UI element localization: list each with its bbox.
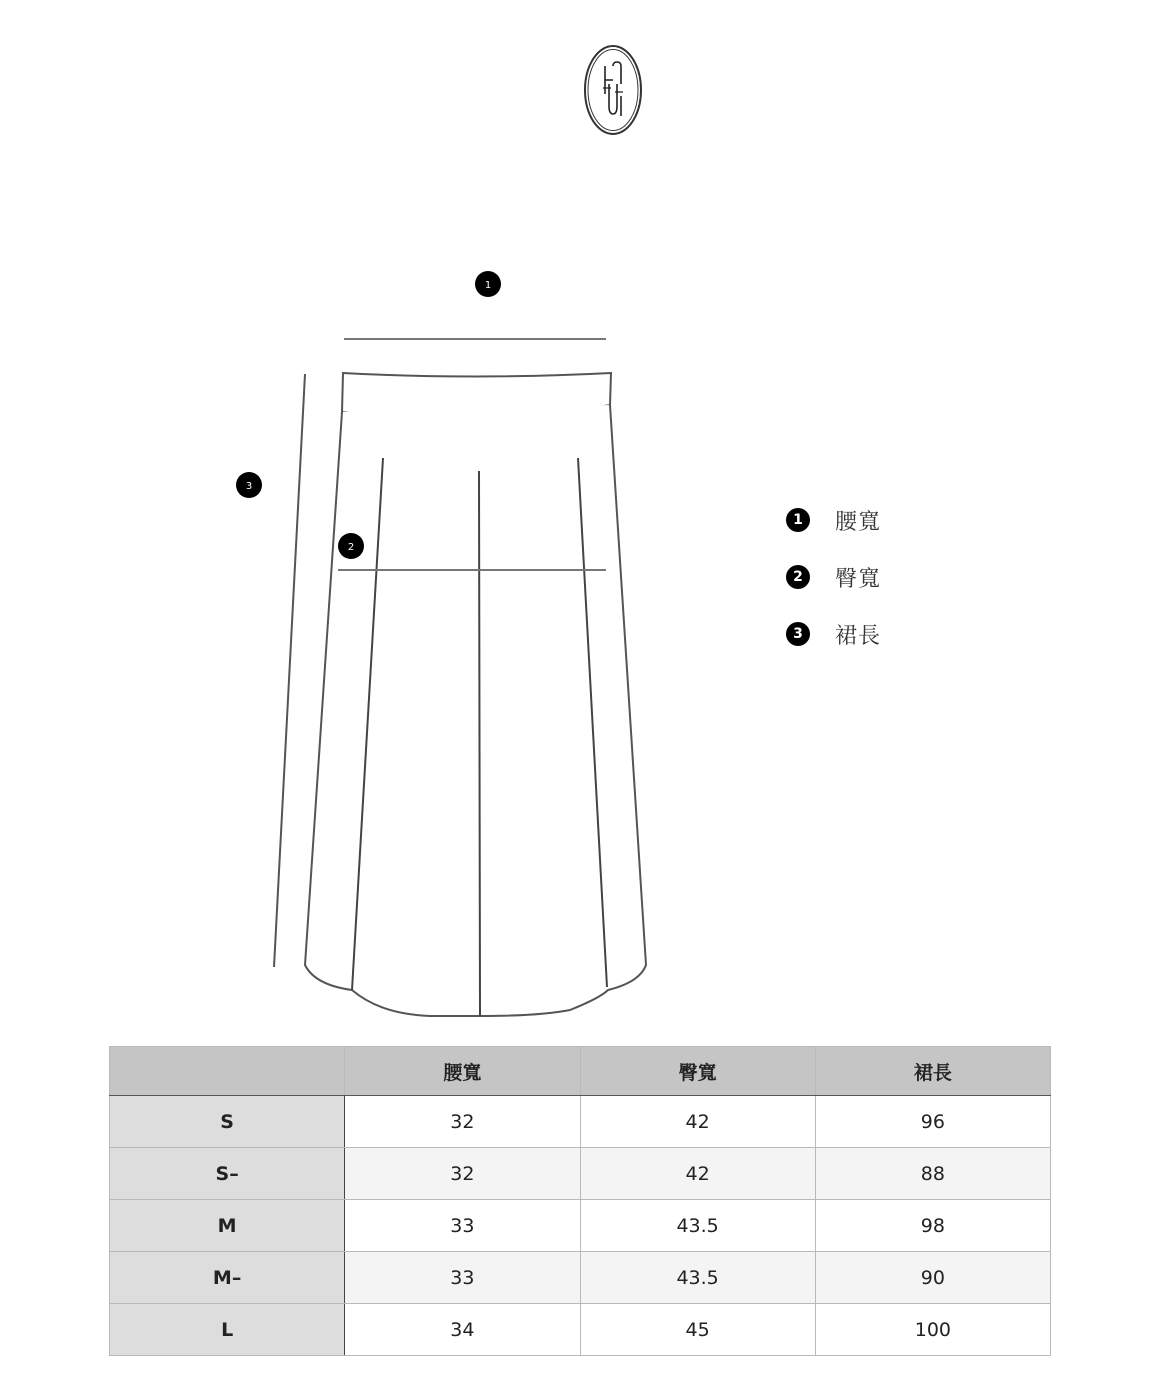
marker-waist-number: 1 [484,280,492,291]
size-label: L [110,1304,345,1356]
hip-value: 43.5 [580,1252,815,1304]
table-row [110,1096,1051,1148]
table-header-blank [110,1047,345,1096]
marker-length [236,472,262,498]
legend-label-waist: 腰寬 [835,509,882,535]
waist-value: 32 [345,1096,580,1148]
waist-value: 33 [345,1252,580,1304]
table-header-length: 裙長 [815,1047,1050,1096]
table-header-waist: 腰寬 [345,1047,580,1096]
legend-item-length [786,619,986,649]
legend-number-badge: 1 [786,508,810,532]
size-table [109,1046,1051,1356]
table-header-hip: 臀寬 [580,1047,815,1096]
marker-hip-number: 2 [347,542,355,553]
length-measure-line [274,374,305,967]
length-value: 100 [815,1304,1050,1356]
marker-waist [475,271,501,297]
marker-length-number: 3 [245,481,253,492]
hip-value: 43.5 [580,1200,815,1252]
length-value: 96 [815,1096,1050,1148]
size-label: S– [110,1148,345,1200]
hip-value: 42 [580,1148,815,1200]
size-label: M– [110,1252,345,1304]
size-label: M [110,1200,345,1252]
length-value: 98 [815,1200,1050,1252]
length-value: 90 [815,1252,1050,1304]
hip-value: 45 [580,1304,815,1356]
legend-number-badge: 3 [786,622,810,646]
waist-value: 33 [345,1200,580,1252]
measurement-legend [786,505,986,676]
legend-number-badge: 2 [786,565,810,589]
hip-value: 42 [580,1096,815,1148]
legend-label-length: 裙長 [835,623,882,649]
marker-hip [338,533,364,559]
size-label: S [110,1096,345,1148]
table-row [110,1200,1051,1252]
legend-item-waist [786,505,986,535]
table-header-row [110,1047,1051,1096]
table-row [110,1252,1051,1304]
length-value: 88 [815,1148,1050,1200]
table-row [110,1304,1051,1356]
legend-item-hip [786,562,986,592]
waist-value: 34 [345,1304,580,1356]
center-seam [479,471,480,1016]
table-row [110,1148,1051,1200]
waist-value: 32 [345,1148,580,1200]
legend-label-hip: 臀寬 [835,566,882,592]
